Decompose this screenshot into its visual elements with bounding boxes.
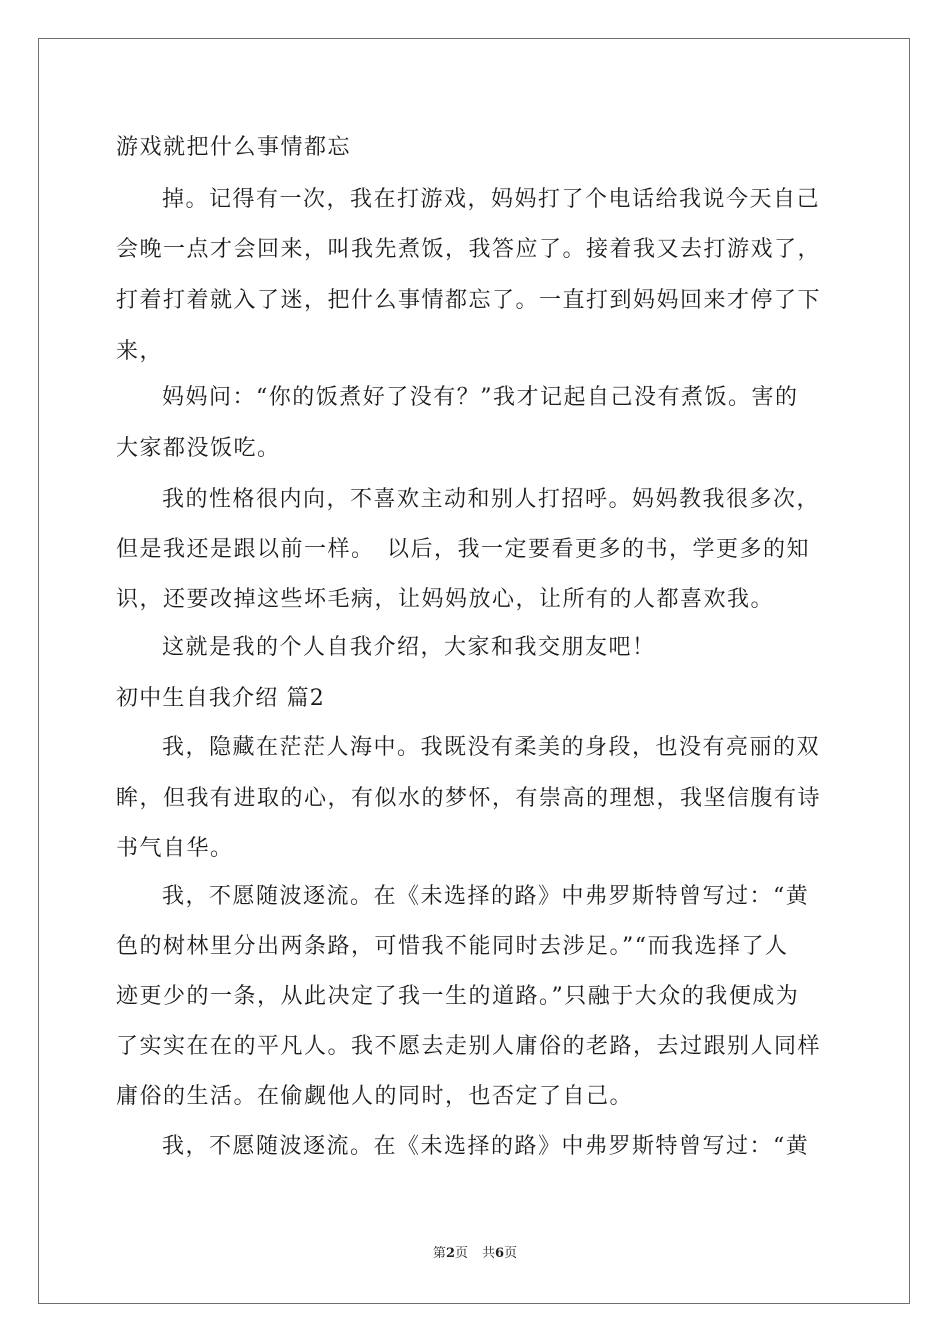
section-heading: 初中生自我介绍 篇2: [116, 686, 325, 711]
page-number: 2: [445, 1246, 455, 1261]
paragraph-line: 我的性格很内向，不喜欢主动和别人打招呼。妈妈教我很多次，: [162, 487, 821, 512]
page-suffix: 页: [454, 1246, 468, 1261]
text-line: 打着打着就入了迷，把什么事情都忘了。一直打到妈妈回来才停了下: [116, 288, 822, 313]
paragraph-line: 我，不愿随波逐流。在《未选择的路》中弗罗斯特曾写过：“黄: [162, 1134, 810, 1159]
text-line: 会晚一点才会回来，叫我先煮饭，我答应了。接着我又去打游戏了，: [116, 237, 822, 262]
page-prefix: 第: [432, 1246, 446, 1261]
text-line: 识，还要改掉这些坏毛病，让妈妈放心，让所有的人都喜欢我。: [116, 587, 775, 612]
text-line: 色的树林里分出两条路，可惜我不能同时去涉足。”“而我选择了人: [116, 934, 789, 959]
total-prefix: 共: [482, 1246, 496, 1261]
text-line: 大家都没饭吃。: [116, 436, 281, 461]
paragraph-line: 妈妈问：“你的饭煮好了没有？”我才记起自己没有煮饭。害的: [162, 385, 799, 410]
total-suffix: 页: [504, 1246, 518, 1261]
text-line: 但是我还是跟以前一样。 以后，我一定要看更多的书，学更多的知: [116, 537, 811, 562]
text-line: 了实实在在的平凡人。我不愿去走别人庸俗的老路，去过跟别人同样: [116, 1034, 822, 1059]
text-line: 书气自华。: [116, 836, 234, 861]
text-line: 游戏就把什么事情都忘: [116, 135, 352, 160]
paragraph-line: 掉。记得有一次，我在打游戏，妈妈打了个电话给我说今天自己: [162, 187, 821, 212]
paragraph-line: 我，隐藏在茫茫人海中。我既没有柔美的身段，也没有亮丽的双: [162, 735, 821, 760]
text-line: 来，: [116, 339, 164, 364]
paragraph-line: 这就是我的个人自我介绍，大家和我交朋友吧！: [162, 635, 656, 660]
paragraph-line: 我，不愿随波逐流。在《未选择的路》中弗罗斯特曾写过：“黄: [162, 884, 810, 909]
text-line: 庸俗的生活。在偷觑他人的同时，也否定了自己。: [116, 1084, 634, 1109]
text-line: 迹更少的一条，从此决定了我一生的道路。”只融于大众的我便成为: [116, 984, 800, 1009]
page-border: [38, 38, 910, 1304]
total-pages: 6: [495, 1246, 505, 1261]
text-line: 眸，但我有进取的心，有似水的梦怀，有崇高的理想，我坚信腹有诗: [116, 786, 822, 811]
page-footer: [0, 1246, 950, 1262]
